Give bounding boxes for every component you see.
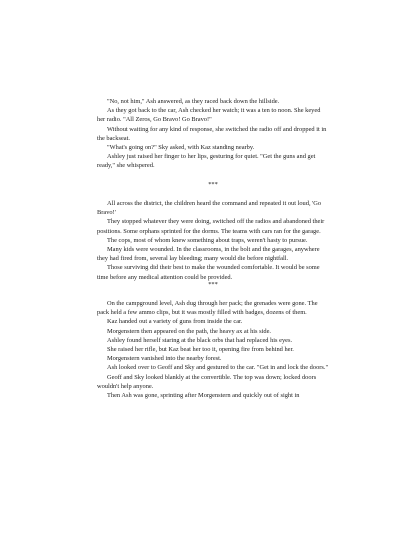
- paragraph: Morgenstern then appeared on the path, the heavy ax at his side.: [107, 327, 272, 335]
- scene-break: ***: [208, 281, 218, 288]
- section-3: [97, 299, 329, 400]
- paragraph: Many kids were wounded. In the classrooms, in the bolt and the garages, anywhere they had fired from, several lay bleeding; many would die before nightfall.: [97, 246, 320, 263]
- paragraph: On the campground level, Ash dug through her pack; the grenades were gone. The pack held a few ammo clips, but it was mostly filled with badges, dozens of them.: [97, 300, 318, 317]
- section-1: [97, 97, 329, 171]
- paragraph: As they got back to the car, Ash checked her watch; it was a ten to noon. She keyed her radio. "All Zeros, Go Bravo! Go Bravo!": [97, 107, 321, 124]
- paragraph: She raised her rifle, but Kaz beat her too it, opening fire from behind her.: [107, 346, 294, 354]
- paragraph: The cops, most of whom knew something about traps, weren't hasty to pursue.: [107, 236, 308, 244]
- paragraph: Then Ash was gone, sprinting after Morgenstern and quickly out of sight in: [107, 392, 300, 400]
- paragraph: Morgenstern vanished into the nearby forest.: [107, 355, 222, 363]
- paragraph: Without waiting for any kind of response, she switched the radio off and dropped it in the backseat.: [97, 125, 327, 142]
- paragraph: Geoff and Sky looked blankly at the convertible. The top was down; locked doors wouldn't help anyone.: [97, 373, 317, 390]
- paragraph: Ashley just raised her finger to her lips, gesturing for quiet. "Get the guns and get ready," she whispered.: [97, 153, 316, 170]
- section-2: [97, 199, 329, 282]
- scene-break: ***: [208, 181, 218, 188]
- paragraph: Kaz handed out a variety of guns from inside the car.: [107, 318, 243, 326]
- paragraph: Ashley found herself staring at the black orbs that had replaced his eyes.: [107, 336, 293, 344]
- paragraph: They stopped whatever they were doing, switched off the radios and abandoned their positions. Some orphans sprinted for the dorms. The teams with cars ran for the garage.: [97, 218, 325, 235]
- paragraph: Ash looked over to Geoff and Sky and gestured to the car. "Get in and lock the doors.": [107, 364, 329, 372]
- paragraph: All across the district, the children heard the command and repeated it out loud, 'Go Bravo!': [97, 200, 322, 217]
- paragraph: "No, not him," Ash answered, as they raced back down the hillside.: [107, 98, 280, 105]
- paragraph: "What's going on?" Sky asked, with Kaz standing nearby.: [107, 144, 255, 152]
- paragraph: Those surviving did their best to make the wounded comfortable. It would be some time before any medical attention could be provided.: [97, 264, 320, 281]
